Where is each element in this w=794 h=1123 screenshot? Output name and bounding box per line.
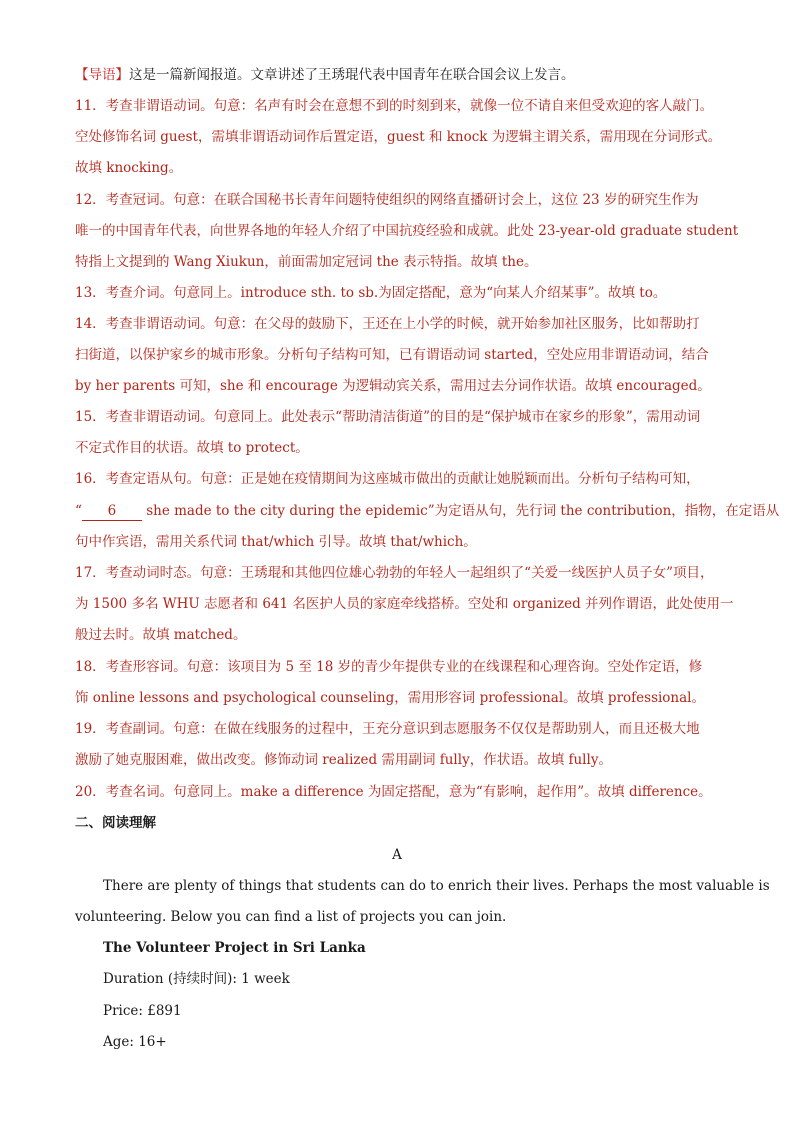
project-price: Price: £891 — [103, 1003, 182, 1019]
q18-line-2: 饰 online lessons and psychological counseling，需用形容词 professional。故填 professional。 — [75, 690, 705, 706]
q15-line-1: 15．考查非谓语动词。句意同上。此处表示“帮助清洁街道”的目的是“保护城市在家乡的形象”，需用动词 — [75, 409, 701, 425]
intro-tag: 【导语】 — [75, 67, 129, 83]
q17-line-2: 为 1500 多名 WHU 志愿者和 641 名医护人员的家庭牵线搭桥。空处和 organized 并列作谓语，此处使用一 — [75, 596, 734, 612]
q16-blank: 6 — [82, 502, 142, 521]
q11-line-1: 11．考查非谓语动词。句意：名声有时会在意想不到的时刻到来，就像一位不请自来但受欢迎的客人敲门。 — [75, 98, 714, 114]
q12-line-3: 特指上文提到的 Wang Xiukun，前面需加定冠词 the 表示特指。故填 the。 — [75, 254, 538, 270]
q20-line-1: 20．考查名词。句意同上。make a difference 为固定搭配，意为“有影响，起作用”。故填 difference。 — [75, 784, 712, 800]
q14-line-2: 扫街道，以保护家乡的城市形象。分析句子结构可知，已有谓语动词 started，空处应用非谓语动词，结合 — [75, 347, 709, 363]
q17-line-3: 般过去时。故填 matched。 — [75, 627, 247, 643]
q15-line-2: 不定式作目的状语。故填 to protect。 — [75, 440, 309, 456]
passage-intro-line-1: There are plenty of things that students can do to enrich their lives. Perhaps the most valuable is — [103, 878, 770, 894]
project-duration: Duration (持续时间): 1 week — [103, 971, 290, 987]
q19-line-1: 19．考查副词。句意：在做在线服务的过程中，王充分意识到志愿服务不仅仅是帮助别人，而且还极大地 — [75, 721, 700, 737]
q16-clause: she made to the city during the epidemic”为定语从句，先行词 the contribution，指物，在定语从 — [141, 503, 780, 519]
passage-letter: A — [392, 847, 402, 863]
q13-line-1: 13．考查介词。句意同上。introduce sth. to sb.为固定搭配，意为“向某人介绍某事”。故填 to。 — [75, 285, 667, 301]
q16-line-2 — [75, 496, 780, 527]
intro-line — [75, 60, 735, 91]
q11-line-2: 空处修饰名词 guest，需填非谓语动词作后置定语，guest 和 knock 为逻辑主谓关系，需用现在分词形式。 — [75, 129, 722, 145]
passage-intro-line-2: volunteering. Below you can find a list of projects you can join. — [75, 909, 507, 925]
project-title: The Volunteer Project in Sri Lanka — [103, 940, 366, 956]
q14-line-1: 14．考查非谓语动词。句意：在父母的鼓励下，王还在上小学的时候，就开始参加社区服务，比如帮助打 — [75, 316, 700, 332]
intro-text: 这是一篇新闻报道。文章讲述了王琇琨代表中国青年在联合国会议上发言。 — [129, 67, 575, 83]
section-heading: 二、阅读理解 — [75, 815, 156, 831]
q14-line-3: by her parents 可知，she 和 encourage 为逻辑动宾关系，需用过去分词作状语。故填 encouraged。 — [75, 378, 711, 394]
q12-line-1: 12．考查冠词。句意：在联合国秘书长青年问题特使组织的网络直播研讨会上，这位 23 岁的研究生作为 — [75, 192, 699, 208]
q16-line-1: 16．考查定语从句。句意：正是她在疫情期间为这座城市做出的贡献让她脱颖而出。分析句子结构可知， — [75, 471, 700, 487]
project-age: Age: 16+ — [103, 1034, 167, 1050]
q19-line-2: 激励了她克服困难，做出改变。修饰动词 realized 需用副词 fully，作状语。故填 fully。 — [75, 752, 612, 768]
q16-open-quote: “ — [75, 503, 82, 519]
q12-line-2: 唯一的中国青年代表，向世界各地的年轻人介绍了中国抗疫经验和成就。此处 23-year-old graduate student — [75, 223, 739, 239]
q11-line-3: 故填 knocking。 — [75, 160, 183, 176]
q16-line-3: 句中作宾语，需用关系代词 that/which 引导。故填 that/which。 — [75, 534, 477, 550]
q17-line-1: 17．考查动词时态。句意：王琇琨和其他四位雄心勃勃的年轻人一起组织了“关爱一线医护人员子女”项目， — [75, 565, 714, 581]
q18-line-1: 18．考查形容词。句意：该项目为 5 至 18 岁的青少年提供专业的在线课程和心理咨询。空处作定语，修 — [75, 659, 703, 675]
